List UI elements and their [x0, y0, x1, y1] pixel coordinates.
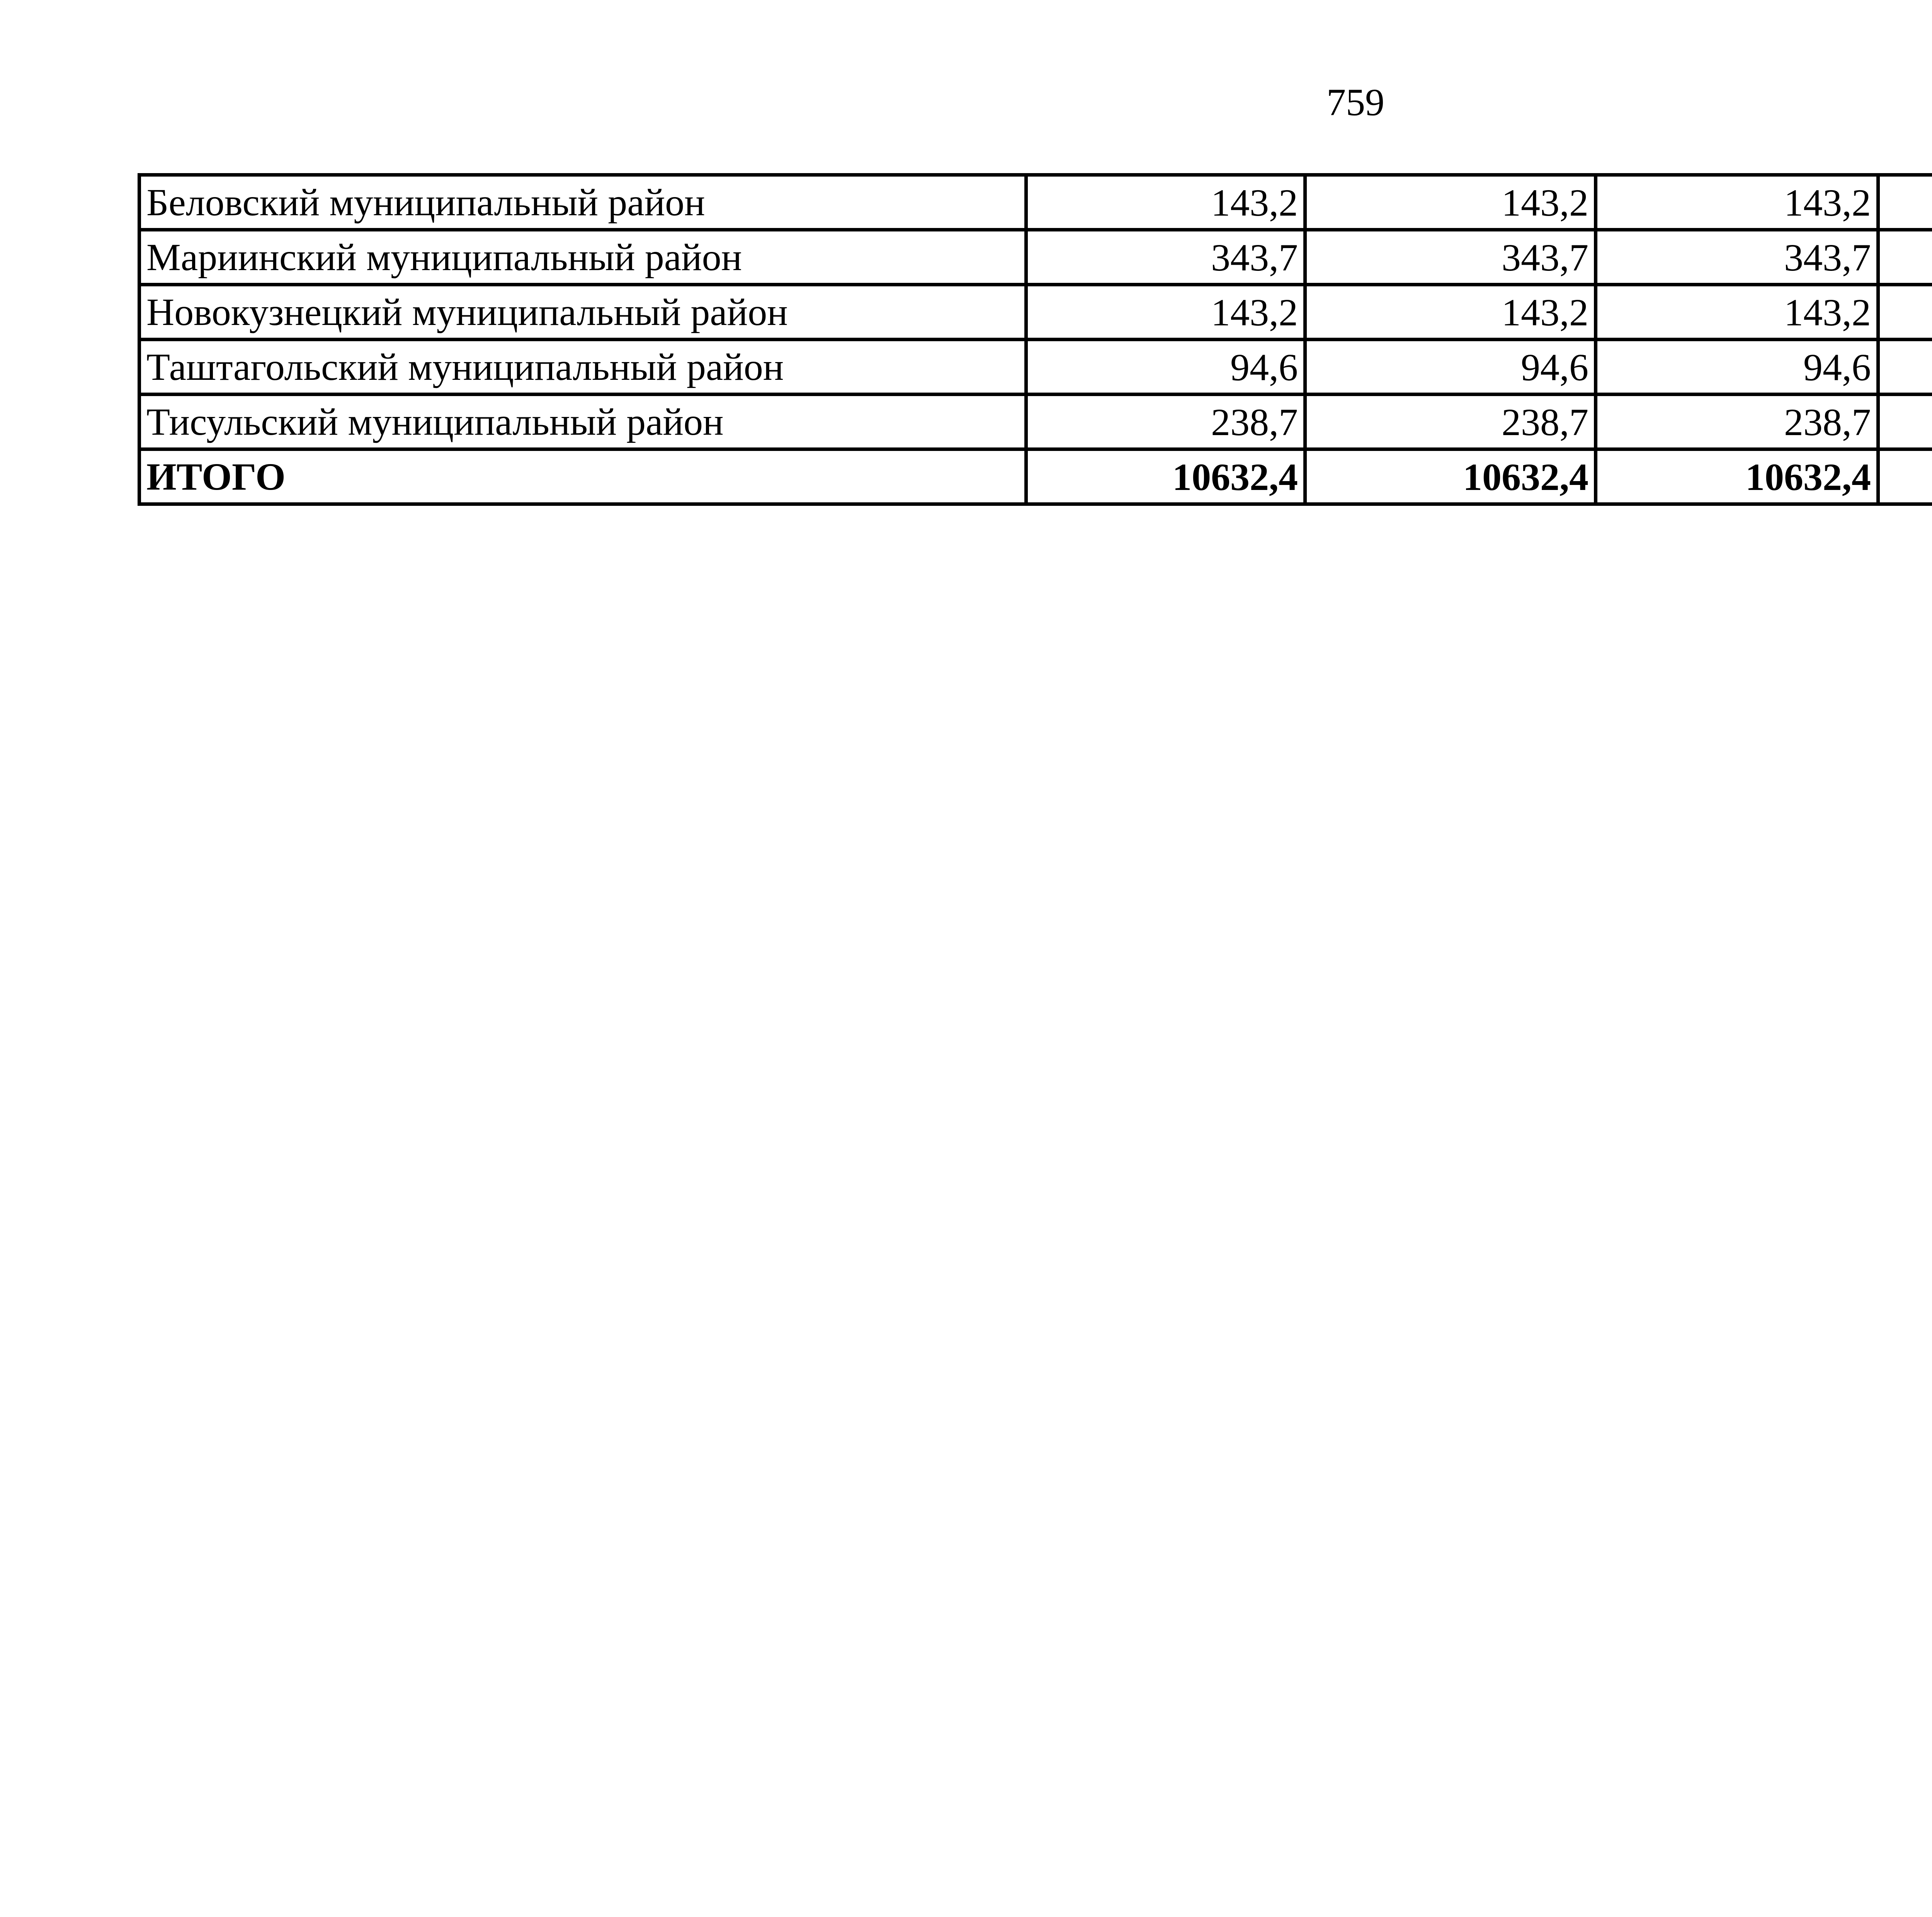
value-cell: 94,6: [1596, 340, 1878, 395]
total-row: [139, 449, 1932, 504]
value-cell: [1878, 230, 1932, 285]
district-name-cell: Тисульский муниципальный район: [139, 395, 1026, 449]
value-cell: 238,7: [1305, 395, 1596, 449]
value-cell: [1878, 175, 1932, 230]
total-label-cell: ИТОГО: [139, 449, 1026, 504]
value-cell: 143,2: [1596, 175, 1878, 230]
total-value-cell: 10632,4: [1026, 449, 1305, 504]
value-cell: [1878, 285, 1932, 340]
total-value-cell: 10632,4: [1305, 449, 1596, 504]
value-cell: [1878, 340, 1932, 395]
district-name-cell: Мариинский муниципальный район: [139, 230, 1026, 285]
value-cell: 343,7: [1596, 230, 1878, 285]
page-number: 759: [1327, 81, 1384, 124]
district-name-cell: Таштагольский муниципальный район: [139, 340, 1026, 395]
table-row: [139, 395, 1932, 449]
value-cell: [1878, 395, 1932, 449]
data-table: [138, 173, 1932, 506]
table-row: [139, 340, 1932, 395]
value-cell: 343,7: [1305, 230, 1596, 285]
total-value-cell: [1878, 449, 1932, 504]
value-cell: 143,2: [1305, 285, 1596, 340]
value-cell: 143,2: [1026, 285, 1305, 340]
table-row: [139, 175, 1932, 230]
district-name-cell: Новокузнецкий муниципальный район: [139, 285, 1026, 340]
total-value-cell: 10632,4: [1596, 449, 1878, 504]
table-row: [139, 285, 1932, 340]
value-cell: 143,2: [1596, 285, 1878, 340]
value-cell: 143,2: [1305, 175, 1596, 230]
value-cell: 94,6: [1026, 340, 1305, 395]
value-cell: 143,2: [1026, 175, 1305, 230]
value-cell: 94,6: [1305, 340, 1596, 395]
value-cell: 238,7: [1026, 395, 1305, 449]
district-name-cell: Беловский муниципальный район: [139, 175, 1026, 230]
value-cell: 343,7: [1026, 230, 1305, 285]
table-row: [139, 230, 1932, 285]
value-cell: 238,7: [1596, 395, 1878, 449]
